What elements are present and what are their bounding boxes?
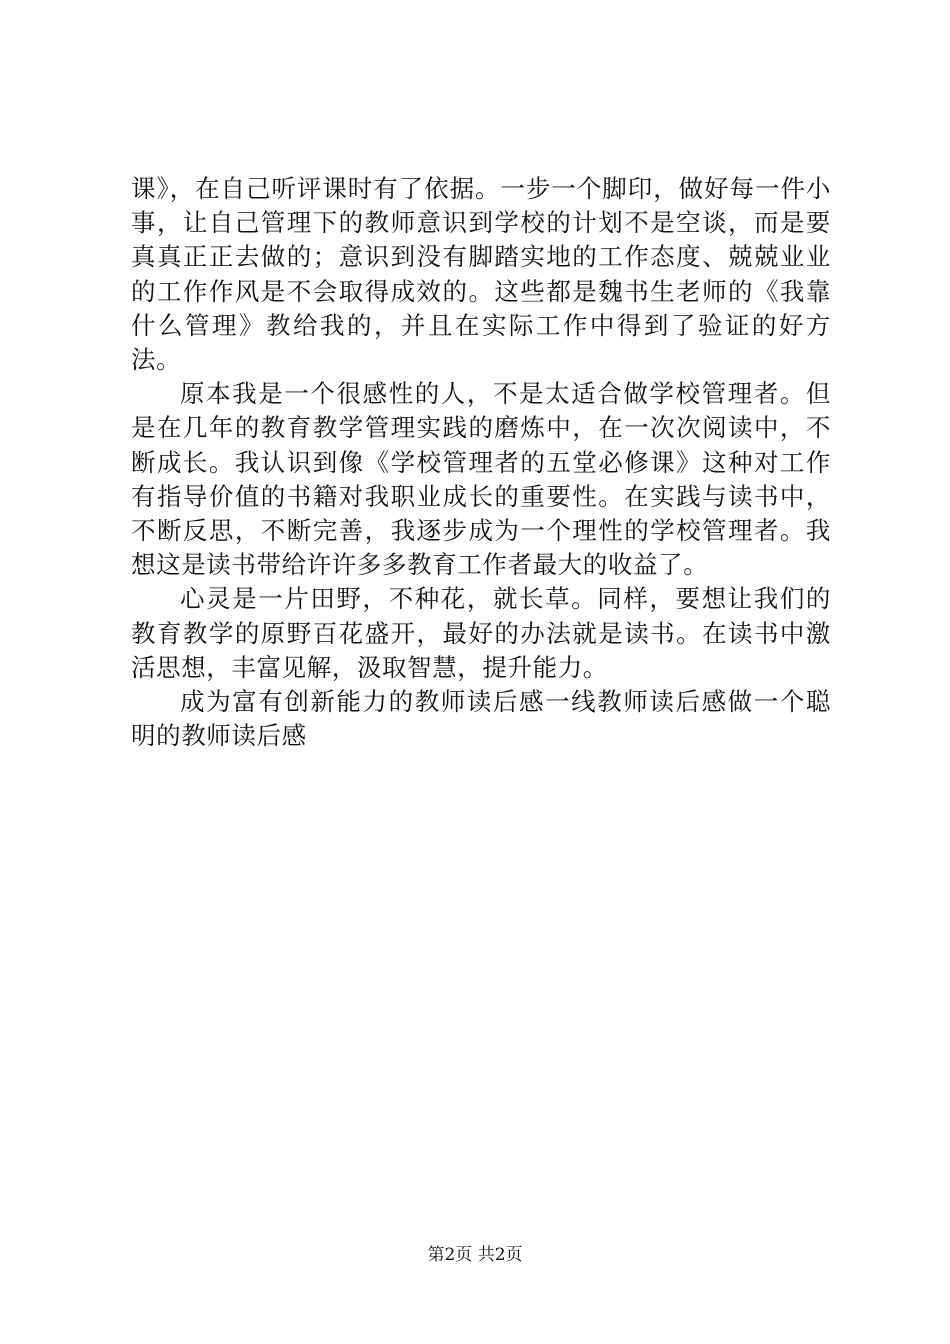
paragraph-4: 成为富有创新能力的教师读后感一线教师读后感做一个聪明的教师读后感 [131,687,831,751]
paragraph-3: 心灵是一片田野，不种花，就长草。同样，要想让我们的教育教学的原野百花盛开，最好的办法就是读书。在读书中激活思想，丰富见解，汲取智慧，提升能力。 [131,584,831,682]
page-footer: 第2页 共2页 [427,1245,523,1265]
body-text [131,172,831,753]
paragraph-1: 课》，在自己听评课时有了依据。一步一个脚印，做好每一件小事，让自己管理下的教师意识到学校的计划不是空谈，而是要真真正正去做的；意识到没有脚踏实地的工作态度、兢兢业业的工作作风是不会取得成效的。这些都是魏书生老师的《我靠什么管理》教给我的，并且在实际工作中得到了验证的好方法。 [131,174,831,375]
paragraph-2: 原本我是一个很感性的人，不是太适合做学校管理者。但是在几年的教育教学管理实践的磨炼中，在一次次阅读中，不断成长。我认识到像《学校管理者的五堂必修课》这种对工作有指导价值的书籍对我职业成长的重要性。在实践与读书中，不断反思，不断完善，我逐步成为一个理性的学校管理者。我想这是读书带给许许多多教育工作者最大的收益了。 [131,379,831,580]
